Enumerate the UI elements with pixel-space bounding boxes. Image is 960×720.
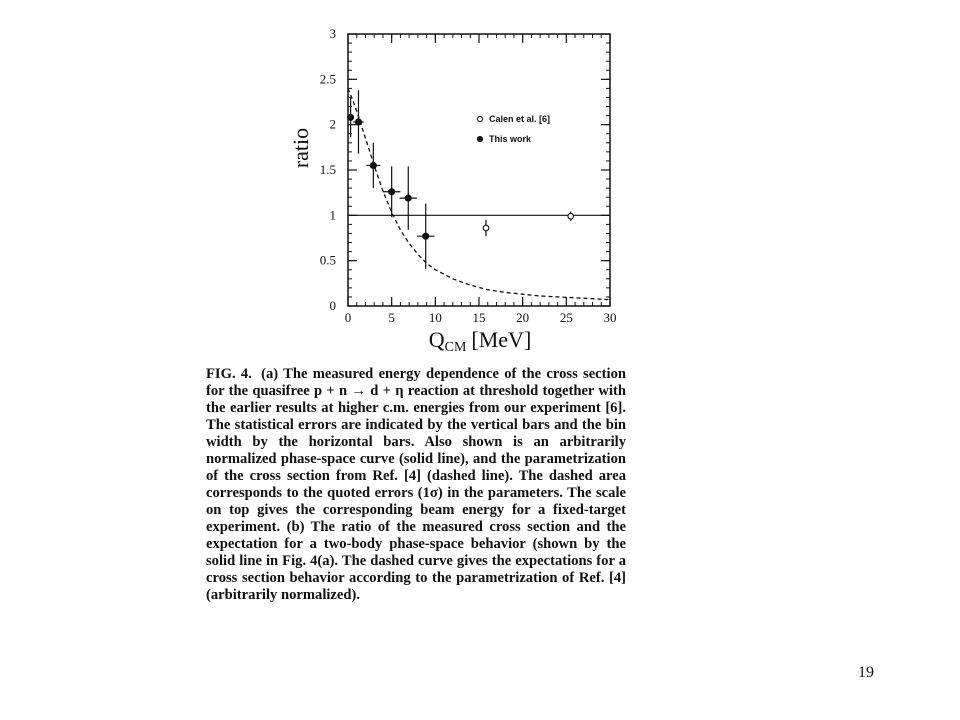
- chart: [280, 20, 630, 360]
- data-point-filled: [405, 195, 411, 201]
- x-tick-labels: [345, 310, 617, 325]
- y-tick-label: 1: [329, 207, 336, 223]
- legend-marker: [477, 116, 482, 121]
- caption-text: (a) The measured energy dependence of the cross section for the quasifree p + n → d + η reaction at threshold together with the earlier results at higher c.m. energies from our experiment [6]. The statistical errors are indicated by the vertical bars and the bin width by the horizontal bars. Also shown is an arbitrarily normalized phase-space curve (solid line), and the parametrization of the cross section from Ref. [4] (dashed line). The dashed area corresponds to the quoted errors (1σ) in the parameters. The scale on top gives the corresponding beam energy for a fixed-target experiment. (b) The ratio of the measured cross section and the expectation for a two-body phase-space behavior (shown by the solid line in Fig. 4(a). The dashed curve gives the expectations for a cross section behavior according to the parametrization of Ref. [4] (arbitrarily normalized).: [206, 366, 626, 603]
- data-point-open: [483, 225, 489, 231]
- data-point-open: [568, 213, 574, 219]
- major-ticks: [348, 34, 610, 306]
- y-tick-labels: [320, 26, 336, 313]
- x-tick-label: 30: [603, 310, 617, 325]
- x-axis-title-unit: [MeV]: [471, 327, 532, 352]
- legend-label: This work: [489, 134, 532, 144]
- x-tick-label: 10: [428, 310, 442, 325]
- y-tick-label: 2: [329, 116, 336, 132]
- legend-marker: [477, 136, 482, 141]
- x-tick-label: 20: [516, 310, 530, 325]
- data-point-filled: [348, 114, 354, 120]
- y-axis-title: ratio: [288, 127, 313, 169]
- caption-label: FIG. 4.: [206, 366, 252, 382]
- figure-caption: [206, 366, 626, 604]
- minor-ticks: [348, 34, 610, 306]
- y-tick-label: 0: [329, 298, 336, 313]
- x-axis-title: [429, 327, 532, 355]
- legend-label: Calen et al. [6]: [489, 114, 551, 124]
- y-tick-label: 0.5: [319, 252, 336, 268]
- data-point-filled: [370, 162, 376, 168]
- data-point-filled: [355, 119, 361, 125]
- data-point-filled: [389, 189, 395, 195]
- x-tick-label: 25: [559, 310, 573, 325]
- legend: [477, 114, 550, 144]
- y-tick-label: 1.5: [319, 162, 336, 177]
- data-point-filled: [423, 233, 429, 239]
- plot-frame: [348, 34, 610, 306]
- x-axis-title-main: Q: [428, 327, 445, 352]
- x-axis-title-sub: CM: [444, 340, 467, 355]
- x-tick-label: 5: [388, 310, 395, 325]
- y-tick-label: 3: [329, 26, 336, 41]
- x-tick-label: 15: [472, 310, 486, 325]
- x-tick-label: 0: [344, 310, 352, 325]
- page-number: 19: [858, 664, 874, 681]
- y-tick-label: 2.5: [319, 71, 336, 87]
